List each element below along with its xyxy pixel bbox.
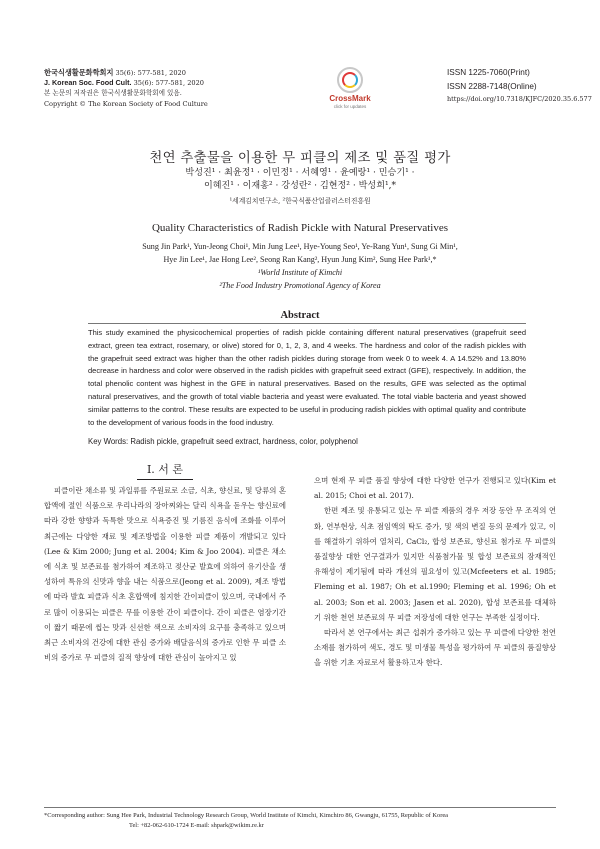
affiliation-en-2: ²The Food Industry Promotional Agency of Korea: [219, 280, 381, 290]
copyright-ko: 본 논문의 저작권은 한국식생활문화학회에 있음.: [44, 89, 182, 98]
title-english: Quality Characteristics of Radish Pickle with Natural Preservatives: [151, 222, 448, 234]
crossmark-badge[interactable]: [326, 67, 374, 119]
intro-paragraph-2: 한편 제조 및 유통되고 있는 무 피클 제품의 경우 저장 동안 무 조직의 연화, 연부현상, 식초 점임액의 탁도 증가, 및 색의 변질 등의 문제가 있고, 이를 해결하기 위하여 열처리, CaCl₂, 합성 보존료, 향신료 첨가로 무 피클의 품질향상 대한 연구결과가 있지만 식품첨가물 및 합성 보존료의 잠재적인 유해성이 제기됨에 따라 개선의 필요성이 있고(Mcfeeters et al. 1985; Fleming et al. 1987; Oh et al.1990; Fleming et al. 1996; Oh et al. 2003; Son et al. 2003; Jasen et al. 2020), 합성 보존료를 대체하기 위한 천연 보존료의 무 피클 저장성에 대한 연구는 부족한 실정이다.: [314, 506, 556, 622]
crossmark-icon: [337, 67, 363, 93]
authors-ko-line-2: 이혜진¹ · 이재홍² · 강성란² · 김현정² · 박성희¹,*: [203, 180, 397, 191]
affiliation-korean: ¹세계김치연구소, ²한국식품산업클러스터진흥원: [229, 197, 371, 205]
affiliation-english: [0, 267, 600, 292]
copyright-en: Copyright © The Korean Society of Food Culture: [44, 99, 208, 108]
abstract-heading: Abstract: [280, 310, 320, 321]
footnote-divider: [44, 807, 556, 808]
footnote-line-2: Tel: +82-062-610-1724 E-mail: shpark@wikim.re.kr: [129, 822, 264, 829]
abstract-divider: [88, 323, 526, 324]
crossmark-label: CrossMark: [329, 94, 371, 103]
authors-english: [0, 241, 600, 266]
intro-paragraph-1-cont: 으며 현재 무 피클 품질 향상에 대한 다양한 연구가 진행되고 있다(Kim et al. 2015; Choi et al. 2017).: [314, 476, 556, 501]
issn-block: [447, 66, 592, 107]
journal-en-line: J. Korean Soc. Food Cult. 35(6): 577-581, 2020: [44, 78, 204, 88]
journal-ko-line: 한국식생활문화학회지 35(6): 577-581, 2020: [44, 68, 186, 77]
keywords-text: Radish pickle, grapefruit seed extract, hardness, color, polyphenol: [128, 437, 358, 446]
right-column: [314, 473, 556, 671]
issn-print: ISSN 1225-7060(Print): [447, 68, 530, 77]
keywords: [88, 437, 358, 446]
authors-en-line-2: Hye Jin Lee¹, Jae Hong Lee², Seong Ran Kang², Hyun Jung Kim², Sung Hee Park¹,*: [163, 254, 437, 264]
footnote-line-1: *Corresponding author: Sung Hee Park, Industrial Technology Research Group, World Institute of Kimchi, Kimchiro 86, Gwangju, 61755, Republic of Korea: [44, 812, 448, 819]
corresponding-author-footnote: [44, 811, 564, 831]
intro-paragraph-1: 피클이란 채소류 및 과일류를 주원료로 소금, 식초, 향신료, 및 당류의 혼합액에 절인 식품으로 우리나라의 장아찌와는 달리 식욕을 돋우는 향신료에 따라 강한 향향과 독특한 맛으로 식욕증진 및 기름진 음식에 조화를 이루어 최근에는 다양한 재료 및 제조방법을 이용한 피클 제품이 개발되고 있다(Lee & Kim 2000; Jung et al. 2004; Kim & Joo 2004). 피클은 채소에 식초 및 보존료를 첨가하여 제조하고 젖산균 발효에 의하여 유기산을 생성하여 특유의 신맛과 향을 내는 식품으로(Jeong et al. 2009), 제조 방법에 따라 발효 피클과 식초 혼합액에 침지한 간이피클이 있으며, 국내에서 주로 많이 이용되는 피클은 무를 이용한 간이 피클이다. 간이 피클은 염장기간이 짧기 때문에 씹는 맛과 신선한 색으로 소비자의 요구를 충족하고 있으며 최근 소비자의 건강에 대한 관심 증가와 배달음식의 증가로 인한 무 피클 소비의 증가로 무 피클의 질적 향상에 대한 관심이 높아지고 있: [44, 486, 286, 663]
section-heading-introduction: Ⅰ. 서 론: [44, 461, 286, 479]
keywords-label: Key Words:: [88, 437, 129, 446]
title-korean: 천연 추출물을 이용한 무 피클의 제조 및 품질 평가: [149, 151, 451, 166]
authors-korean: [0, 167, 600, 192]
authors-en-line-1: Sung Jin Park¹, Yun-Jeong Choi¹, Min Jung Lee¹, Hye-Young Seo¹, Ye-Rang Yun¹, Sung Gi Min¹,: [142, 242, 458, 251]
crossmark-sub: click for updates: [333, 104, 367, 109]
abstract-text: This study examined the physicochemical properties of radish pickle containing different natural preservatives (grapefruit seed extract, green tea extract, rosemary, or olive) stored for 0, 1, 2, 3, and 4 weeks. The hardness and color of the radish pickles with the grapefruit seed extract was higher than the other radish pickles during storage from week 0 to week 4. A 14.52% and 13.80% decrease in hardness and color were observed in the radish pickles with grapefruit seed extract (GFE), respectively. In addition, the total phenolic content was highest in the GFE in natural preservatives. Based on the results, GFE was selected as the optimal natural preservatives, and the growth of total viable bacteria and yeast were evaluated. The total viable bacteria and yeast showed similar patterns to the control. These results are expected to be useful in producing radish pickles with optimal quality and contribute to the development of various foods in the food industry.: [88, 328, 526, 427]
left-column: [44, 461, 286, 665]
journal-header: [44, 68, 208, 109]
doi-link[interactable]: https://doi.org/10.7318/KJFC/2020.35.6.577: [447, 95, 592, 103]
intro-paragraph-3: 따라서 본 연구에서는 최근 섭취가 증가하고 있는 무 피클에 다양한 천연소재를 첨가하여 색도, 경도 및 미생물 특성을 평가하여 무 피클의 품질향상을 위한 기초 자료로서 활용하고자 한다.: [314, 628, 556, 668]
issn-online: ISSN 2288-7148(Online): [447, 81, 537, 91]
authors-ko-line-1: 박성진¹ · 최윤정¹ · 이민정¹ · 서혜영¹ · 윤예랑¹ · 민승기¹ ·: [185, 168, 415, 178]
affiliation-en-1: ¹World Institute of Kimchi: [257, 268, 343, 277]
